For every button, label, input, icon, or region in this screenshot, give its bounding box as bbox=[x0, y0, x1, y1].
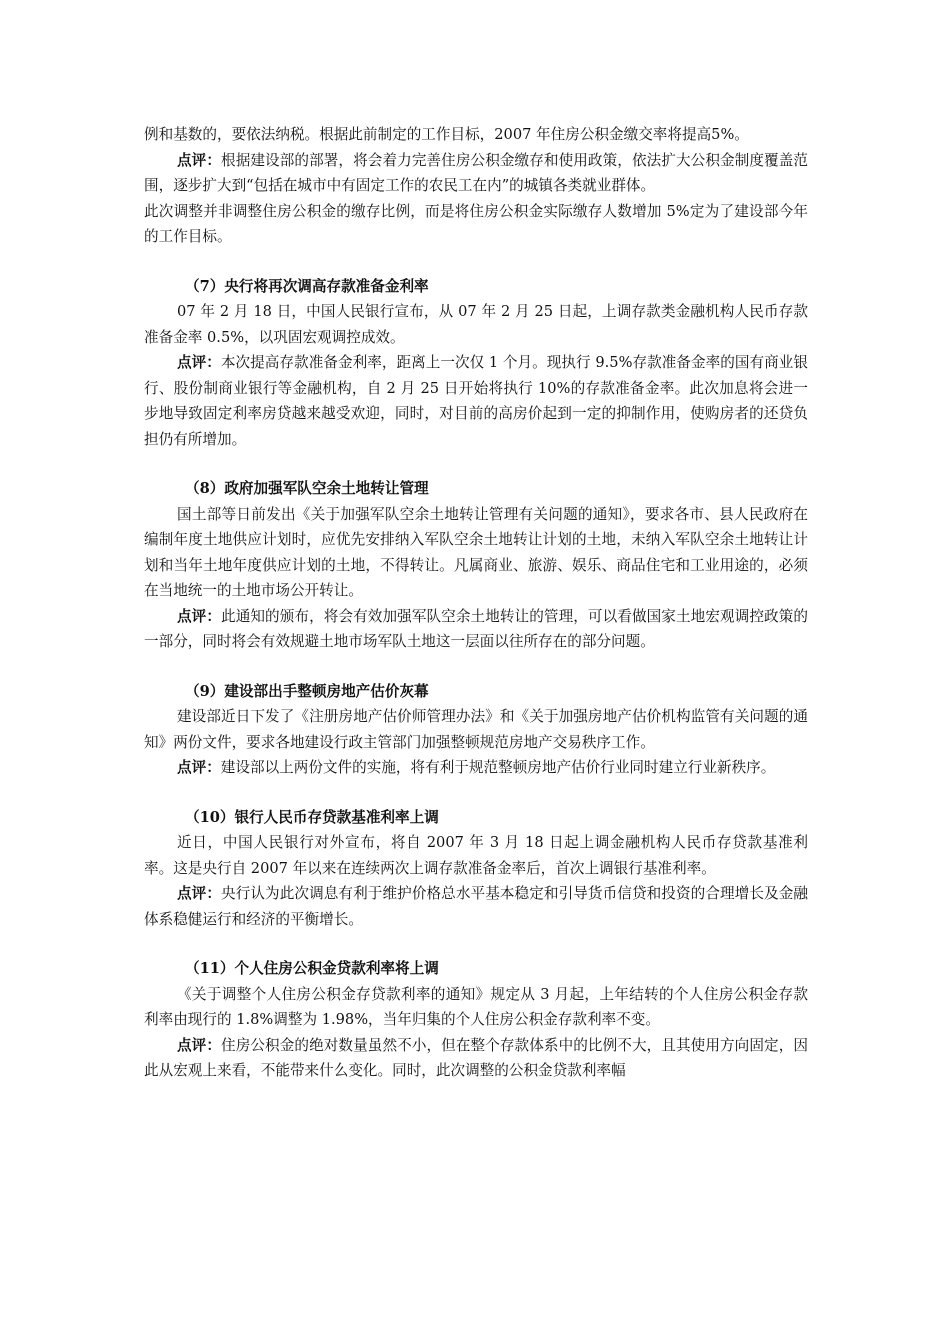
comment-label: 点评： bbox=[177, 885, 222, 902]
comment-label: 点评： bbox=[177, 759, 221, 776]
section-heading: （7）央行将再次调高存款准备金利率 bbox=[185, 277, 429, 295]
section-heading: （8）政府加强军队空余土地转让管理 bbox=[185, 480, 429, 497]
section-body: 07 年 2 月 18 日，中国人民银行宣布，从 07 年 2 月 25 日起，上调存款类金融机构人民币存款准备金率 0.5%，以巩固宏观调控成效。 bbox=[144, 303, 808, 346]
comment-label: 点评： bbox=[177, 1036, 222, 1054]
section-heading: （10）银行人民币存贷款基准利率上调 bbox=[185, 808, 439, 826]
paragraph: 此次调整并非调整住房公积金的缴存比例，而是将住房公积金实际缴存人数增加 5%定为了建设部今年的工作目标。 bbox=[144, 202, 808, 245]
document-body bbox=[144, 122, 808, 1084]
paragraph: 例和基数的，要依法纳税。根据此前制定的工作目标，2007 年住房公积金缴交率将提高5%。 bbox=[144, 126, 749, 143]
comment-text: 建设部以上两份文件的实施，将有利于规范整顿房地产估价行业同时建立行业新秩序。 bbox=[220, 759, 776, 776]
section-body: 近日，中国人民银行对外宣布，将自 2007 年 3 月 18 日起上调金融机构人民币存贷款基准利率。这是央行自 2007 年以来在连续两次上调存款准备金率后，首次上调银行基准利率。 bbox=[144, 834, 808, 877]
comment-paragraph bbox=[144, 881, 808, 932]
comment-paragraph bbox=[144, 350, 808, 452]
section-body: 建设部近日下发了《注册房地产估价师管理办法》和《关于加强房地产估价机构监管有关问题的通知》两份文件，要求各地建设行政主管部门加强整顿规范房地产交易秩序工作。 bbox=[144, 708, 808, 751]
section-heading: （11）个人住房公积金贷款利率将上调 bbox=[185, 960, 439, 977]
comment-paragraph bbox=[144, 1033, 808, 1084]
comment-paragraph bbox=[144, 148, 808, 199]
comment-text: 本次提高存款准备金利率，距离上一次仅 1 个月。现执行 9.5%存款准备金率的国有商业银行、股份制商业银行等金融机构，自 2 月 25 日开始将执行 10%的存款准备金率。此次加息将会进一步地导致固定利率房贷越来越受欢迎，同时，对目前的高房价起到一定的抑制作用，使购房者的还贷负担仍有所增加。 bbox=[144, 354, 808, 448]
section-body: 国土部等日前发出《关于加强军队空余土地转让管理有关问题的通知》，要求各市、县人民政府在编制年度土地供应计划时，应优先安排纳入军队空余土地转让计划的土地，未纳入军队空余土地转让计划和当年土地年度供应计划的土地，不得转让。凡属商业、旅游、娱乐、商品住宅和工业用途的，必须在当地统一的土地市场公开转让。 bbox=[144, 505, 808, 599]
comment-text: 央行认为此次调息有利于维护价格总水平基本稳定和引导货币信贷和投资的合理增长及金融体系稳健运行和经济的平衡增长。 bbox=[144, 885, 808, 928]
comment-text: 住房公积金的绝对数量虽然不小，但在整个存款体系中的比例不大，且其使用方向固定，因此从宏观上来看，不能带来什么变化。同时，此次调整的公积金贷款利率幅 bbox=[144, 1036, 808, 1079]
comment-text: 此通知的颁布，将会有效加强军队空余土地转让的管理，可以看做国家土地宏观调控政策的一部分，同时将会有效规避土地市场军队土地这一层面以往所存在的部分问题。 bbox=[144, 607, 808, 650]
comment-paragraph bbox=[144, 604, 808, 655]
comment-paragraph bbox=[144, 755, 808, 781]
comment-text: 根据建设部的部署，将会着力完善住房公积金缴存和使用政策，依法扩大公积金制度覆盖范围，逐步扩大到“包括在城市中有固定工作的农民工在内”的城镇各类就业群体。 bbox=[144, 151, 808, 194]
section-body: 《关于调整个人住房公积金存贷款利率的通知》规定从 3 月起，上年结转的个人住房公积金存款利率由现行的 1.8%调整为 1.98%，当年归集的个人住房公积金存款利率不变。 bbox=[144, 985, 808, 1028]
comment-label: 点评： bbox=[177, 607, 222, 625]
section-heading: （9）建设部出手整顿房地产估价灰幕 bbox=[185, 682, 429, 700]
comment-label: 点评： bbox=[177, 151, 222, 169]
comment-label: 点评： bbox=[177, 354, 221, 371]
